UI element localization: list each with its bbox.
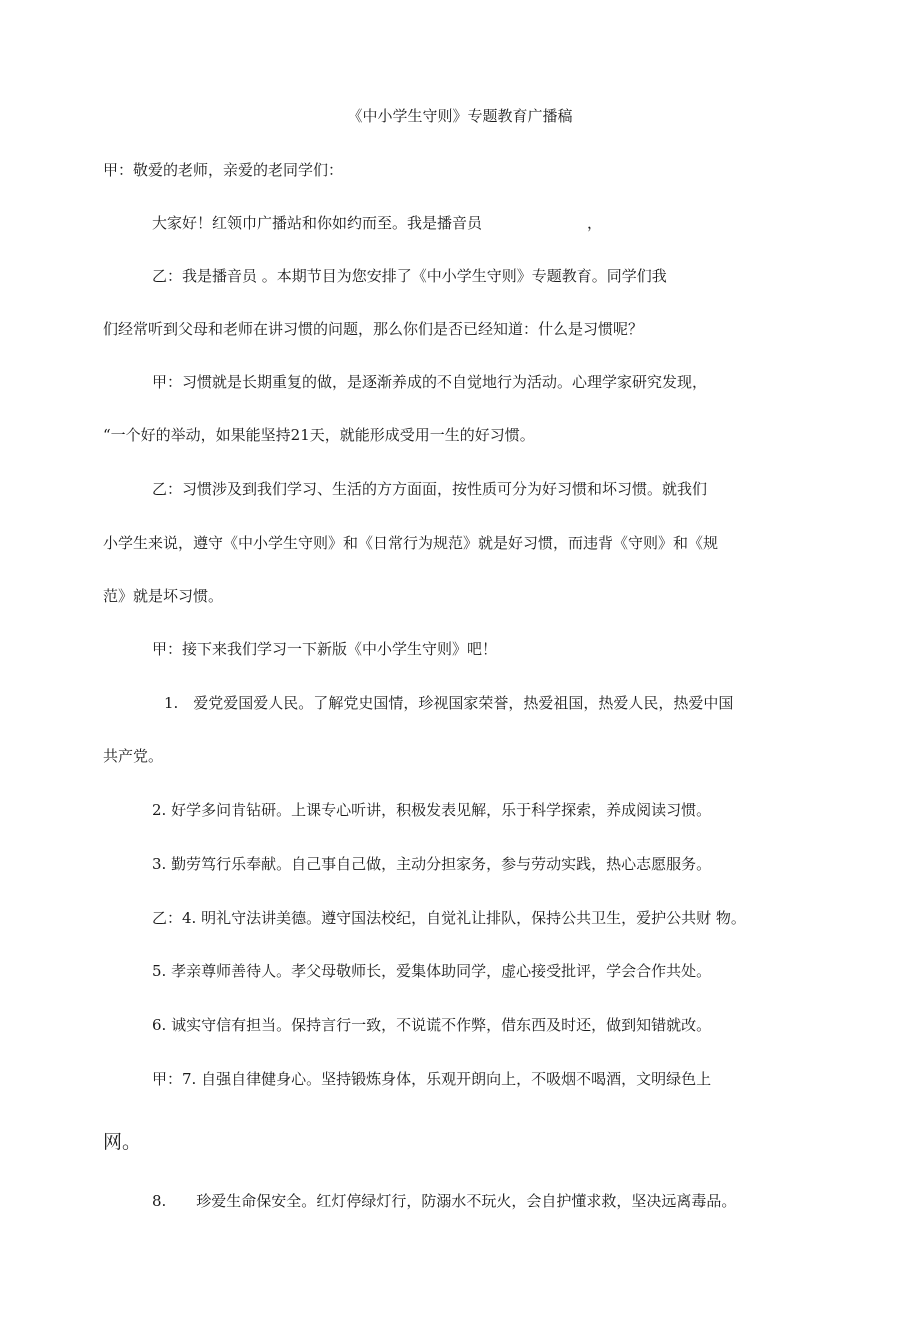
text-line-17: 6. 诚实守信有担当。保持言行一致，不说谎不作弊，借东西及时还，做到知错就改。 (152, 1016, 712, 1034)
text-line-2: 大家好！红领巾广播站和你如约而至。我是播音员 ， (152, 214, 603, 232)
text-line-5: 甲：习惯就是长期重复的做，是逐渐养成的不自觉地行为活动。心理学家研究发现， (152, 373, 708, 391)
text-line-19: 网。 (103, 1131, 142, 1153)
text-line-16: 5. 孝亲尊师善待人。孝父母敬师长，爱集体助同学，虚心接受批评，学会合作共处。 (152, 962, 712, 980)
text-line-8: 小学生来说，遵守《中小学生守则》和《日常行为规范》就是好习惯，而违背《守则》和《规 (103, 534, 719, 552)
document-title: 《中小学生守则》专题教育广播稿 (347, 107, 573, 125)
text-line-3: 乙：我是播音员 。本期节目为您安排了《中小学生守则》专题教育。同学们我 (152, 267, 667, 285)
text-line-18: 甲：7. 自强自律健身心。坚持锻炼身体，乐观开朗向上，不吸烟不喝酒，文明绿色上 (152, 1070, 712, 1088)
text-line-4: 们经常听到父母和老师在讲习惯的问题，那么你们是否已经知道：什么是习惯呢？ (103, 320, 644, 338)
text-line-14: 3. 勤劳笃行乐奉献。自己事自己做，主动分担家务，参与劳动实践，热心志愿服务。 (152, 855, 712, 873)
text-line-9: 范》就是坏习惯。 (103, 587, 224, 605)
text-line-11: 1. 爱党爱国爱人民。了解党史国情，珍视国家荣誉，热爱祖国，热爱人民，热爱中国 (164, 694, 734, 712)
text-line-10: 甲：接下来我们学习一下新版《中小学生守则》吧！ (152, 640, 498, 658)
text-line-1: 甲：敬爱的老师，亲爱的老同学们： (103, 161, 344, 179)
text-line-20: 8. 珍爱生命保安全。红灯停绿灯行，防溺水不玩火，会自护懂求救，坚决远离毒品。 (152, 1192, 737, 1210)
text-line-15: 乙：4. 明礼守法讲美德。遵守国法校纪，自觉礼让排队，保持公共卫生，爱护公共财 物。 (152, 909, 746, 927)
text-line-6: “一个好的举动，如果能坚持21天，就能形成受用一生的好习惯。 (103, 426, 535, 444)
text-line-7: 乙：习惯涉及到我们学习、生活的方方面面，按性质可分为好习惯和坏习惯。就我们 (152, 480, 708, 498)
text-line-13: 2. 好学多问肯钻研。上课专心听讲，积极发表见解，乐于科学探索，养成阅读习惯。 (152, 801, 712, 819)
text-line-12: 共产党。 (103, 747, 164, 765)
